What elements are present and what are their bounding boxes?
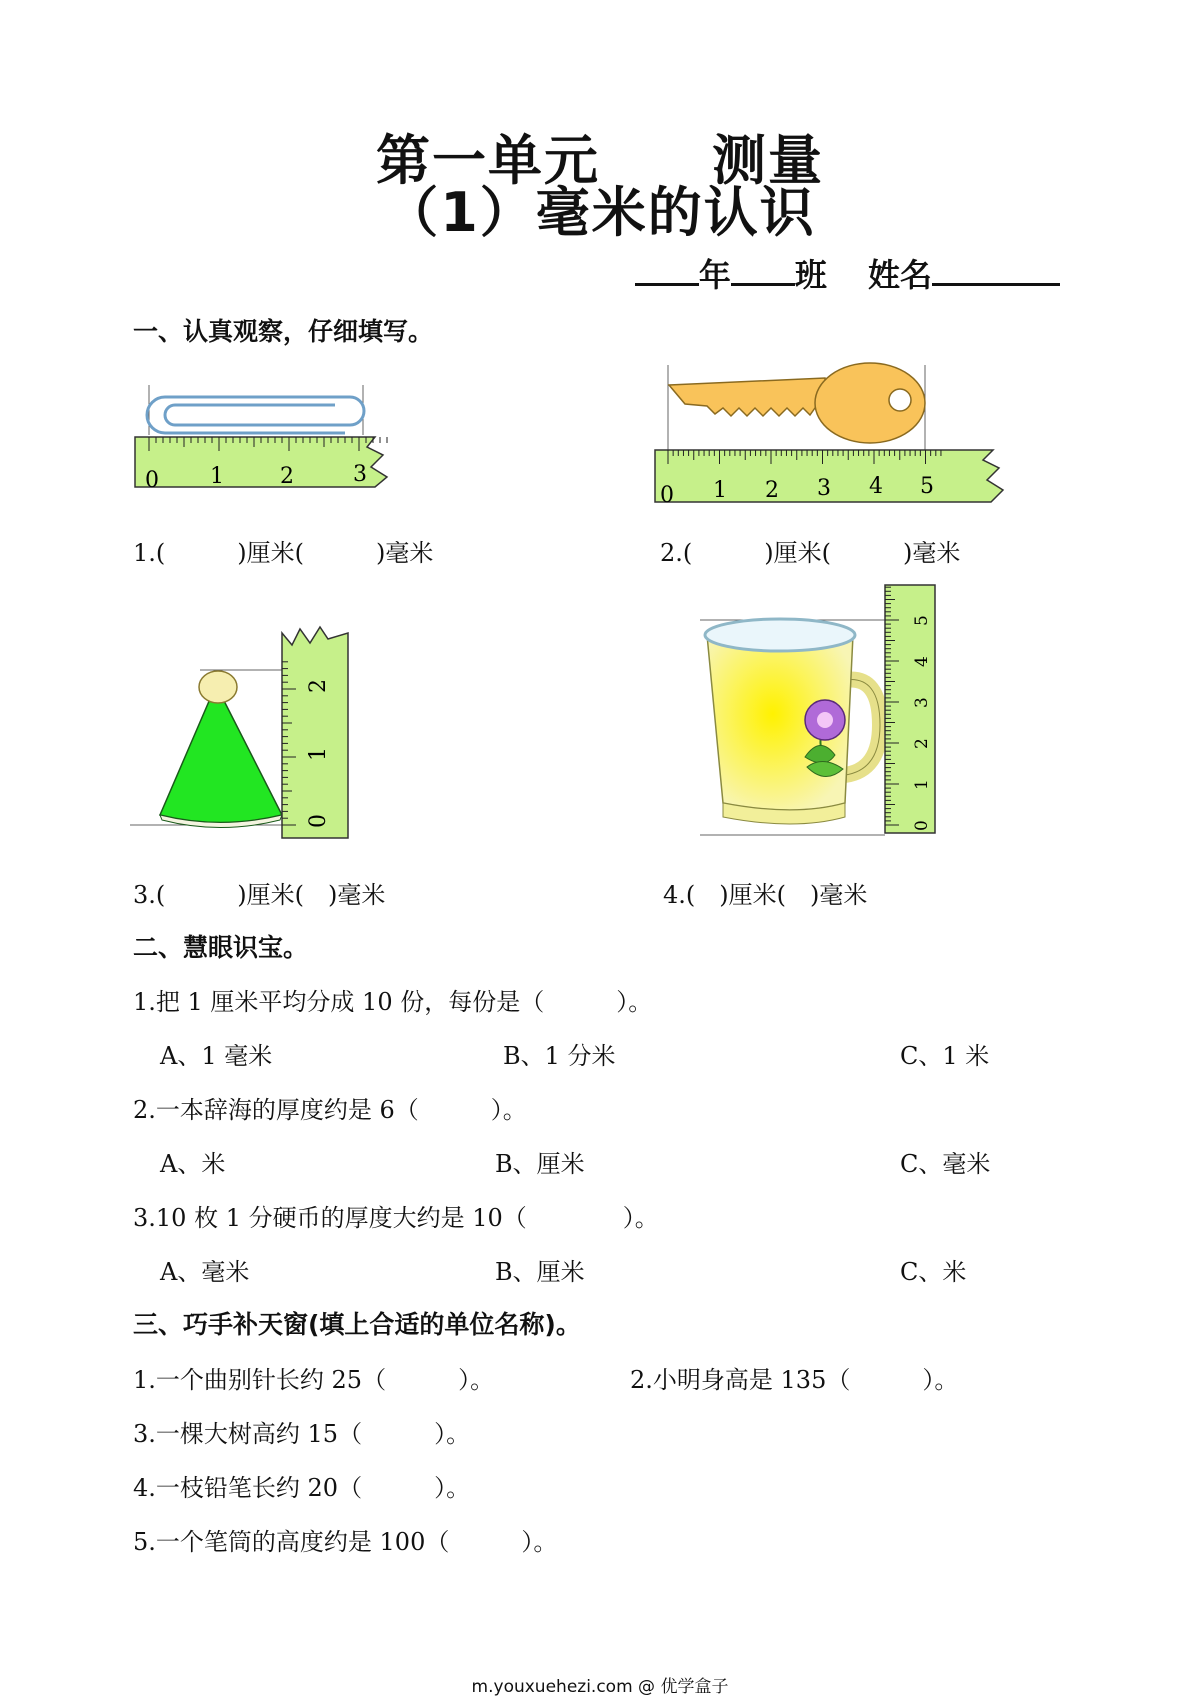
ruler-label: 1: [713, 478, 727, 503]
ruler-label: 3: [817, 476, 831, 501]
s2-q2-option-c[interactable]: C、毫米: [900, 1150, 991, 1178]
paperclip-figure: [135, 385, 415, 525]
page-title: 第一单元 测量: [376, 129, 824, 192]
s3-question-4: 4.一枝铅笔长约 20（ ）。: [133, 1474, 471, 1502]
s2-q3-option-a[interactable]: A、毫米: [160, 1258, 250, 1286]
s3-question-5: 5.一个笔筒的高度约是 100（ ）。: [133, 1528, 558, 1556]
ruler-shape: [282, 627, 348, 838]
ruler-label: 0: [145, 468, 159, 493]
cup-icon: [705, 619, 880, 824]
s2-question-2: 2.一本辞海的厚度约是 6（ ）。: [133, 1096, 527, 1124]
s2-question-1: 1.把 1 厘米平均分成 10 份，每份是（ ）。: [133, 988, 653, 1016]
s2-q1-option-c[interactable]: C、1 米: [900, 1042, 990, 1070]
s2-q1-option-b[interactable]: B、1 分米: [503, 1042, 616, 1070]
s2-q2-option-b[interactable]: B、厘米: [495, 1150, 585, 1178]
ruler-shape: [135, 437, 387, 487]
key-icon: [669, 363, 925, 443]
ruler-label: 5: [920, 474, 934, 499]
s3-question-3: 3.一棵大树高约 15（ ）。: [133, 1420, 471, 1448]
key-figure: [655, 360, 1015, 520]
s3-question-2: 2.小明身高是 135（ ）。: [630, 1366, 959, 1394]
s2-q3-option-c[interactable]: C、米: [900, 1258, 967, 1286]
s2-q2-option-a[interactable]: A、米: [160, 1150, 226, 1178]
class-blank[interactable]: [731, 253, 795, 286]
s2-question-3: 3.10 枚 1 分硬币的厚度大约是 10（ ）。: [133, 1204, 659, 1232]
ruler-label: 0: [912, 820, 932, 831]
name-label: 姓名: [867, 256, 932, 294]
class-label: 班: [794, 256, 827, 294]
name-blank[interactable]: [932, 253, 1060, 286]
ruler-label: 4: [869, 474, 883, 499]
ruler-label: 5: [912, 615, 932, 626]
item2-answer-line: 2.( )厘米( )毫米: [660, 539, 961, 567]
ruler-label: 1: [306, 747, 331, 761]
ruler-label: 3: [912, 697, 932, 708]
ruler-label: 2: [306, 679, 331, 693]
ruler-label: 0: [306, 814, 331, 828]
section1-heading: 一、认真观察，仔细填写。: [133, 317, 434, 346]
ruler-label: 2: [765, 478, 779, 503]
ruler-label: 2: [912, 738, 932, 749]
item1-answer-line: 1.( )厘米( )毫米: [133, 539, 434, 567]
ruler-label: 0: [660, 483, 674, 508]
ruler-label: 1: [912, 779, 932, 790]
page-subtitle: （1）毫米的认识: [384, 181, 816, 244]
cup-figure: [695, 585, 945, 845]
s2-q3-option-b[interactable]: B、厘米: [495, 1258, 585, 1286]
section3-heading: 三、巧手补天窗(填上合适的单位名称)。: [133, 1310, 581, 1339]
s3-question-1: 1.一个曲别针长约 25（ ）。: [133, 1366, 495, 1394]
cone-icon: [160, 671, 282, 828]
year-blank[interactable]: [635, 253, 699, 286]
ruler-label: 2: [280, 464, 294, 489]
ruler-label: 3: [353, 462, 367, 487]
item4-answer-line: 4.( )厘米( )毫米: [663, 881, 868, 909]
item3-answer-line: 3.( )厘米( )毫米: [133, 881, 386, 909]
class-info-line: [635, 250, 1060, 296]
footer-watermark: m.youxuehezi.com @ 优学盒子: [471, 1677, 729, 1697]
section2-heading: 二、慧眼识宝。: [133, 933, 309, 962]
year-label: 年: [698, 256, 731, 294]
ruler-label: 1: [210, 464, 224, 489]
cone-figure: [130, 625, 360, 840]
s2-q1-option-a[interactable]: A、1 毫米: [160, 1042, 273, 1070]
paperclip-icon: [147, 397, 364, 433]
ruler-label: 4: [912, 656, 932, 667]
